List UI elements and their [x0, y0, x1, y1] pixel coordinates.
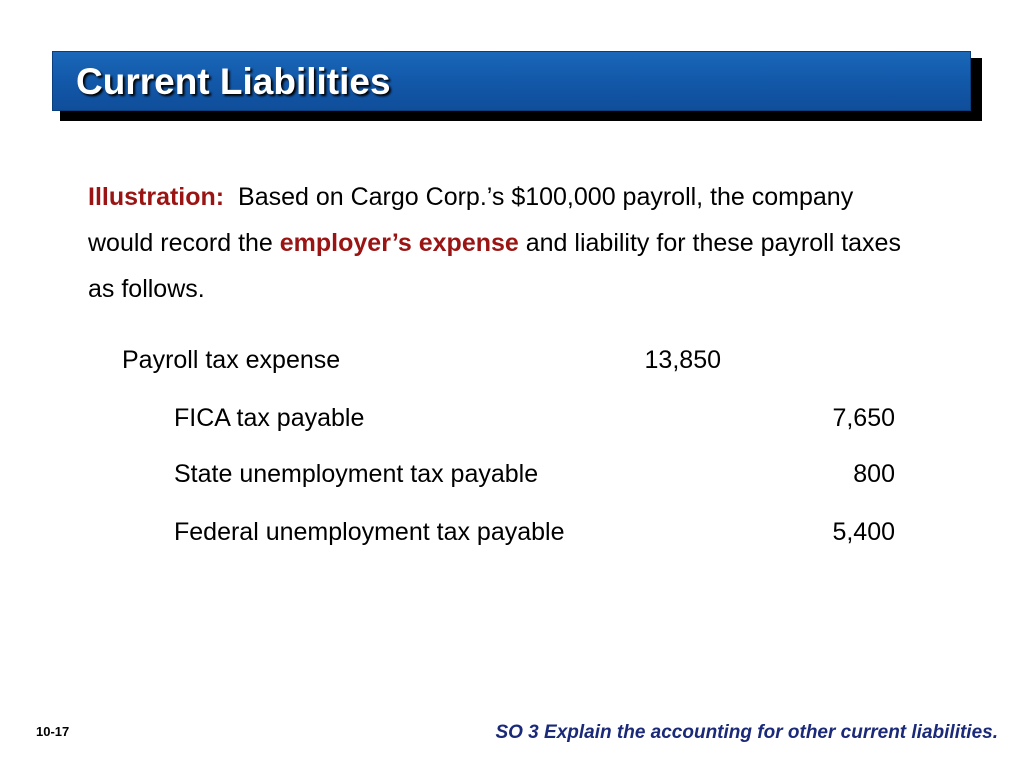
slide-number: 10-17: [36, 724, 70, 739]
illustration-paragraph: [88, 174, 918, 312]
credit-account-state-unemployment-tax-payable: State unemployment tax payable: [174, 460, 539, 488]
debit-account-payroll-tax-expense: Payroll tax expense: [122, 346, 341, 374]
slide-title: Current Liabilities: [76, 61, 391, 102]
illustration-text-part2: and liability for these payroll taxes as follows.: [88, 229, 901, 303]
study-objective: SO 3 Explain the accounting for other current liabilities.: [495, 722, 998, 743]
debit-amount-payroll-tax-expense: 13,850: [644, 346, 721, 374]
credit-amount-state-unemployment-tax-payable: 800: [853, 460, 895, 488]
illustration-label: Illustration:: [88, 183, 225, 211]
employer-expense-emphasis: employer’s expense: [279, 229, 519, 257]
illustration-text-part1: Based on Cargo Corp.’s $100,000 payroll, the company would record the: [88, 183, 854, 257]
credit-amount-federal-unemployment-tax-payable: 5,400: [832, 518, 895, 546]
credit-account-fica-tax-payable: FICA tax payable: [174, 404, 365, 432]
credit-account-federal-unemployment-tax-payable: Federal unemployment tax payable: [174, 518, 565, 546]
credit-amount-fica-tax-payable: 7,650: [832, 404, 895, 432]
